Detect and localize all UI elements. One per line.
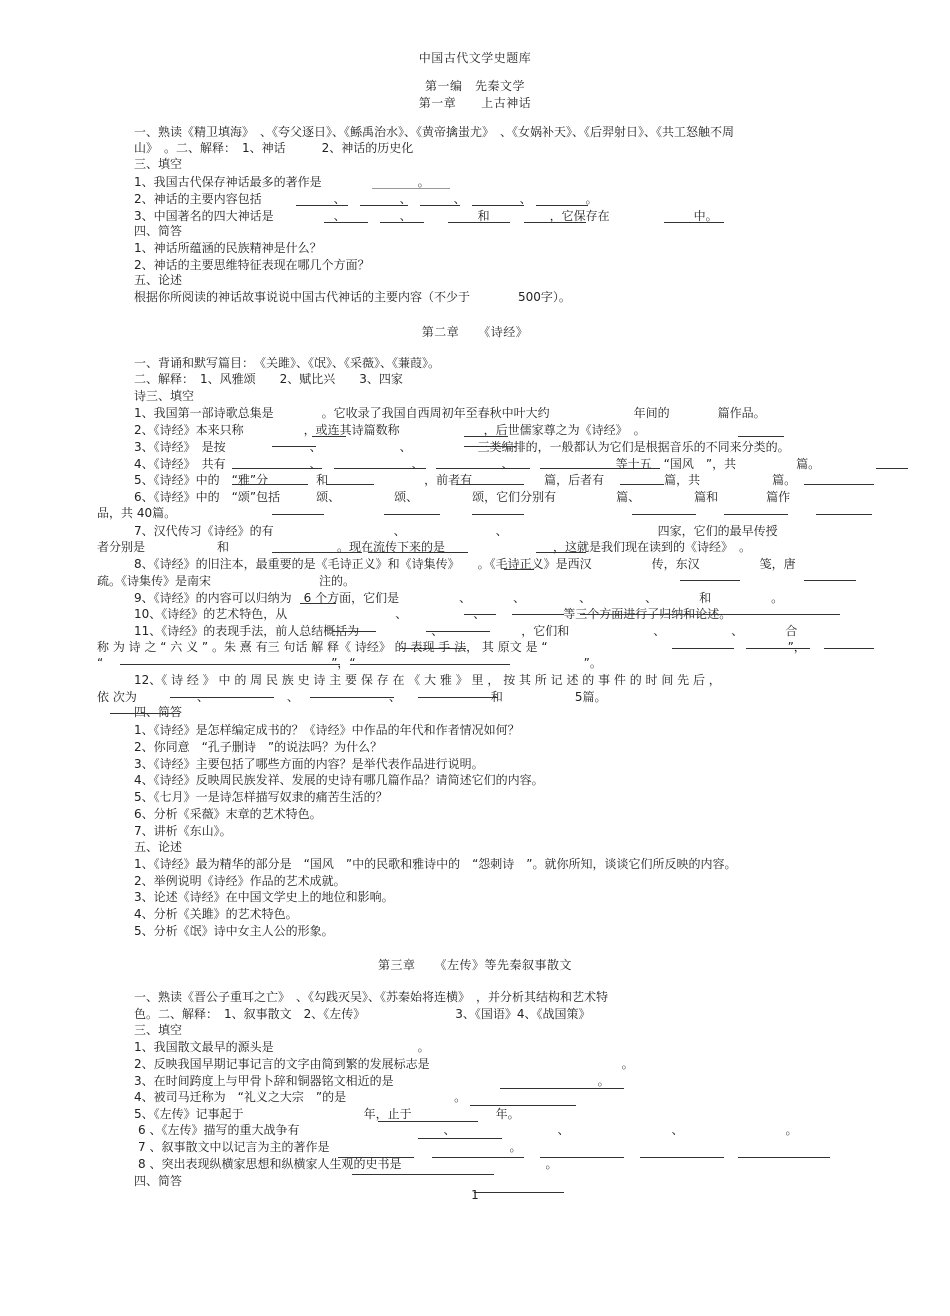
ch2-line: 4、《诗经》反映周民族发祥、发展的史诗有哪几篇作品？请简述它们的内容。: [134, 773, 544, 787]
ch1-line: 根据你所阅读的神话故事说说中国古代神话的主要内容（不少于 500字）。: [134, 290, 571, 304]
answer-blank: [536, 205, 588, 206]
answer-blank: [378, 1121, 478, 1122]
answer-blank: [232, 468, 322, 469]
answer-blank: [110, 713, 180, 714]
ch2-line: 者分别是 和 。现在流传下来的是 ，这就是我们现在读到的《诗经》 。: [97, 540, 752, 554]
answer-blank: [500, 1088, 624, 1089]
ch2-line: 依 次为 、 、 、 和 5篇。: [97, 690, 607, 704]
ch3-line: 2、反映我国早期记事记言的文字由简到繁的发展标志是 。: [134, 1057, 634, 1071]
ch2-line: 1、《诗经》是怎样编定成书的？《诗经》中作品的年代和作者情况如何？: [134, 723, 520, 737]
ch2-line: 3、论述《诗经》在中国文学史上的地位和影响。: [134, 890, 394, 904]
answer-blank: [272, 552, 362, 553]
answer-blank: [472, 514, 524, 515]
answer-blank: [170, 697, 274, 698]
ch2-line: 四、简答: [134, 705, 183, 719]
ch1-line: 1、神话所蕴涵的民族精神是什么？: [134, 241, 322, 255]
ch1-line: 山》 。二、解释： 1、神话 2、神话的历史化: [134, 141, 414, 155]
ch2-line: 6、《诗经》中的 “颂”包括 颂、 颂、 颂，它们分别有 篇、 篇和 篇作: [134, 490, 791, 504]
ch1-line: 三、填空: [134, 157, 183, 171]
answer-blank: [632, 514, 696, 515]
answer-blank: [512, 614, 564, 615]
ch2-line: 五、论述: [134, 840, 183, 854]
ch2-line: 品，共 40篇。: [97, 506, 177, 520]
answer-blank: [738, 436, 784, 437]
ch2-line: 5、《七月》一是诗怎样描写奴隶的痛苦生活的？: [134, 790, 388, 804]
ch3-line: 3、在时间跨度上与甲骨卜辞和铜器铭文相近的是 。: [134, 1074, 610, 1088]
ch3-line: 7 、叙事散文中以记言为主的著作是 。: [138, 1140, 522, 1154]
answer-blank: [540, 1157, 624, 1158]
chapter-2-title: 第二章 《诗经》: [421, 325, 529, 339]
answer-blank: [724, 514, 788, 515]
answer-blank: [640, 1157, 724, 1158]
chapter-1-title: 第一章 上古神话: [418, 96, 532, 110]
ch1-line: 1、我国古代保存神话最多的著作是 。: [134, 175, 430, 189]
answer-blank: [296, 205, 348, 206]
answer-blank: [272, 514, 324, 515]
answer-blank: [432, 1157, 524, 1158]
ch2-line: 一、背诵和默写篇目： 《关雎》、《氓》、《采薇》、《蒹葭》。: [134, 356, 441, 370]
ch3-line: 6 、《左传》描写的重大战争有 、 、 、 。: [138, 1123, 798, 1137]
ch1-line: 一、熟读《精卫填海》 、《夸父逐日》、《鲧禹治水》、《黄帝擒蚩尤》 、《女娲补天》、《后羿射日》、《共工怒触不周: [134, 125, 735, 139]
answer-blank: [352, 1174, 494, 1175]
answer-blank: [418, 697, 498, 698]
ch2-line: 疏。《诗集传》是南宋 注的。: [97, 574, 356, 588]
ch2-line: 诗三、填空: [134, 389, 195, 403]
answer-blank: [456, 484, 524, 485]
answer-blank: [120, 664, 340, 665]
ch3-line: 色。二、解释： 1、叙事散文 2、《左传》 3、《国语》4、《战国策》: [134, 1007, 591, 1021]
chapter-3-title: 第三章 《左传》等先秦叙事散文: [377, 958, 572, 972]
ch2-line: 5、《诗经》中的 “雅”分 和 ，前者有 篇，后者有 篇，共 篇。: [134, 473, 797, 487]
answer-blank: [232, 484, 308, 485]
answer-blank: [272, 446, 316, 447]
ch2-line: 8、《诗经》的旧注本，最重要的是《毛诗正义》和《诗集传》 。《毛诗正义》是西汉 传，东汉 笺，唐: [134, 557, 796, 571]
answer-blank: [464, 446, 516, 447]
ch1-line: 2、神话的主要内容包括 、 、 、 、 。: [134, 192, 598, 206]
answer-blank: [400, 648, 466, 649]
answer-blank: [372, 188, 450, 189]
ch3-line: 三、填空: [134, 1023, 183, 1037]
answer-blank: [436, 468, 530, 469]
answer-blank: [664, 222, 724, 223]
ch2-line: 3、《诗经》 是按 、 、 三类编排的，一般都认为它们是根据音乐的不同来分类的。: [134, 440, 790, 454]
answer-blank: [324, 222, 368, 223]
answer-blank: [368, 552, 468, 553]
ch1-line: 2、神话的主要思维特征表现在哪几个方面？: [134, 258, 370, 272]
answer-blank: [672, 648, 734, 649]
answer-blank: [418, 1138, 502, 1139]
answer-blank: [804, 484, 874, 485]
answer-blank: [380, 222, 424, 223]
answer-blank: [300, 603, 336, 604]
ch2-line: “ ”，“ ”。: [97, 656, 602, 670]
ch2-line: 4、《诗经》 共有 、 、 、 等十五 “国风 ”，共 篇。: [134, 457, 821, 471]
ch2-line: 2、你同意 “孔子删诗 ”的说法吗？为什么？: [134, 740, 383, 754]
answer-blank: [338, 1157, 414, 1158]
answer-blank: [504, 569, 534, 570]
answer-blank: [360, 205, 408, 206]
ch3-line: 8 、突出表现纵横家思想和纵横家人生观的史书是 。: [138, 1157, 558, 1171]
answer-blank: [746, 648, 810, 649]
answer-blank: [470, 1105, 576, 1106]
answer-blank: [464, 436, 508, 437]
answer-blank: [334, 468, 426, 469]
document-title: 中国古代文学史题库: [418, 51, 532, 65]
ch2-line: 二、解释： 1、风雅颂 2、赋比兴 3、四家: [134, 372, 403, 386]
answer-blank: [350, 664, 510, 665]
part-title: 第一编 先秦文学: [424, 79, 525, 93]
answer-blank: [580, 614, 840, 615]
ch2-line: 7、汉代传习《诗经》的有 、 、 四家，它们的最早传授: [134, 524, 778, 538]
ch1-line: 3、中国著名的四大神话是 、 、 和 ，它保存在 中。: [134, 209, 718, 223]
ch2-line: 6、分析《采薇》末章的艺术特色。: [134, 807, 322, 821]
answer-blank: [472, 205, 524, 206]
answer-blank: [326, 484, 374, 485]
ch3-line: 5、《左传》记事起于 年，止于 年。: [134, 1107, 520, 1121]
ch1-line: 四、简答: [134, 224, 183, 238]
answer-blank: [464, 614, 496, 615]
ch2-line: 1、我国第一部诗歌总集是 。它收录了我国自西周初年至春秋中叶大约 年间的 篇作品。: [134, 406, 766, 420]
ch2-line: 12、《 诗 经 》 中 的 周 民 族 史 诗 主 要 保 存 在 《 大 雅 》 里 ， 按 其 所 记 述 的 事 件 的 时 间 先 后 ，: [134, 673, 721, 687]
page-number: 1: [471, 1188, 479, 1202]
answer-blank: [536, 552, 586, 553]
answer-blank: [540, 468, 660, 469]
answer-blank: [426, 631, 490, 632]
answer-blank: [312, 436, 346, 437]
answer-blank: [680, 580, 740, 581]
ch2-line: 3、《诗经》主要包括了哪些方面的内容？是举代表作品进行说明。: [134, 757, 484, 771]
answer-blank: [384, 514, 440, 515]
ch2-line: 7、讲析《东山》。: [134, 824, 232, 838]
answer-blank: [448, 222, 510, 223]
answer-blank: [824, 648, 874, 649]
answer-blank: [332, 631, 376, 632]
answer-blank: [804, 580, 856, 581]
answer-blank: [524, 222, 586, 223]
ch1-line: 五、论述: [134, 273, 183, 287]
ch2-line: 5、分析《氓》诗中女主人公的形象。: [134, 924, 334, 938]
answer-blank: [420, 205, 460, 206]
ch2-line: 2、《诗经》本来只称 ，或连其诗篇数称 ，后世儒家尊之为《诗经》 。: [134, 423, 646, 437]
ch2-line: 9、《诗经》的内容可以归纳为 6 个方面，它们是 、 、 、 、 和 。: [134, 591, 784, 605]
ch2-line: 10、《诗经》的艺术特色，从 、 、 等三个方面进行了归纳和论述。: [134, 607, 732, 621]
answer-blank: [620, 484, 664, 485]
ch3-line: 4、被司马迁称为 “礼义之大宗 ”的是 。: [134, 1090, 467, 1104]
ch2-line: 称 为 诗 之 “ 六 义 ” 。朱 熹 有三 句话 解 释《 诗经》 的 表现 手 法， 其 原文 是 “ ”，: [97, 640, 806, 654]
ch3-line: 四、简答: [134, 1174, 183, 1188]
ch2-line: 4、分析《关雎》的艺术特色。: [134, 907, 298, 921]
ch3-line: 1、我国散文最早的源头是 。: [134, 1040, 430, 1054]
ch3-line: 一、熟读《晋公子重耳之亡》 、《勾践灭吴》、《苏秦始将连横》 ，并分析其结构和艺术特: [134, 990, 609, 1004]
answer-blank: [876, 468, 908, 469]
ch2-line: 2、举例说明《诗经》作品的艺术成就。: [134, 874, 346, 888]
answer-blank: [816, 514, 872, 515]
ch2-line: 1、《诗经》最为精华的部分是 “国风 ”中的民歌和雅诗中的 “怨刺诗 ”。就你所知，谈谈它们所反映的内容。: [134, 857, 737, 871]
answer-blank: [310, 697, 394, 698]
ch2-line: 11、《诗经》的表现手法，前人总结概括为 、 ，它们和 、 、 合: [134, 624, 798, 638]
answer-blank: [738, 1157, 830, 1158]
